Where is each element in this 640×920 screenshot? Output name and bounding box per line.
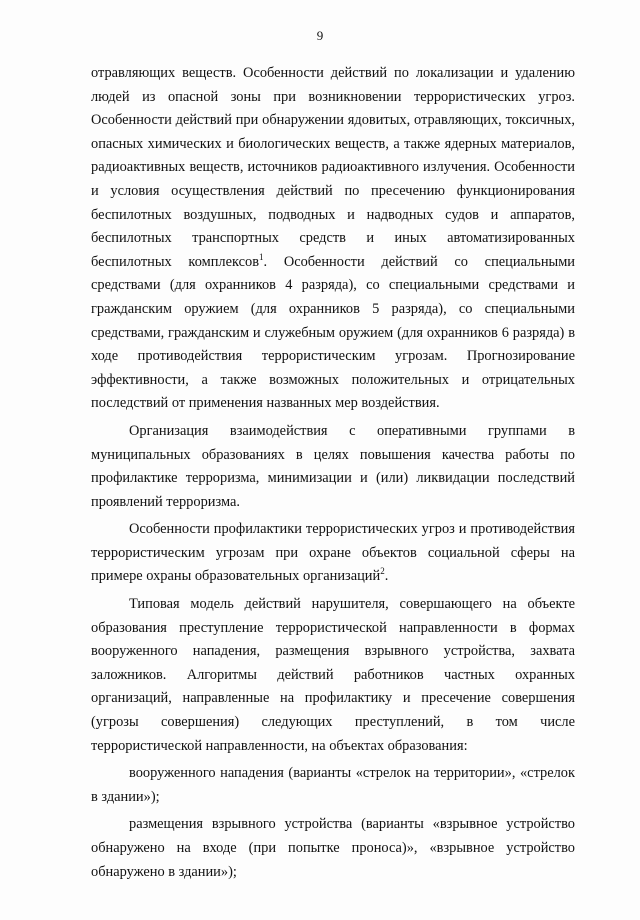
list-item bbox=[91, 762, 575, 809]
paragraph bbox=[91, 420, 575, 514]
list-item-text: вооруженного нападения (варианты «стрелок на территории», «стрелок в здании»); bbox=[91, 765, 575, 805]
page-number: 9 bbox=[316, 28, 324, 43]
paragraph bbox=[91, 62, 575, 416]
paragraph bbox=[91, 593, 575, 758]
paragraph-text: Организация взаимодействия с оперативными группами в муниципальных образованиях в целях повышения качества работы по профилактике терроризма, минимизации и (или) ликвидации последствий проявлений терроризма. bbox=[91, 422, 575, 510]
list-item-text: размещения взрывного устройства (варианты «взрывное устройство обнаружено на входе (при попытке проноса)», «взрывное устройство обнаружено в здании»); bbox=[91, 816, 575, 880]
paragraph-text: отравляющих веществ. Особенности действий по локализации и удалению людей из опасной зоны при возникновении террористических угроз. Особенности действий при обнаружении ядовитых, отравляющих, токсичных, опасных химических и биологических веществ, а также ядерных материалов, радиоактивных веществ, источников радиоактивного излучения. Особенности и условия осуществления действий по пресечению функционирования беспилотных воздушных, подводных и надводных судов и аппаратов, беспилотных транспортных средств и иных автоматизированных беспилотных комплексов bbox=[91, 65, 575, 270]
paragraph bbox=[91, 518, 575, 589]
footnote-marker[interactable]: 1 bbox=[259, 251, 264, 262]
body-text bbox=[91, 62, 575, 884]
paragraph-text: Особенности профилактики террористических угроз и противодействия террористическим угрозам при охране объектов социальной сферы на примере охраны образовательных организаций bbox=[91, 521, 575, 585]
footnote-marker[interactable]: 2 bbox=[380, 566, 385, 577]
paragraph-text-continued: . bbox=[384, 568, 389, 585]
list-item bbox=[91, 813, 575, 884]
paragraph-text-continued: . Особенности действий со специальными средствами (для охранников 4 разряда), со специальными средствами и гражданским оружием (для охранников 5 разряда), со специальными средствами, гражданским и служебным оружием (для охранников 6 разряда) в ходе противодействия террористическим угрозам. Прогнозирование эффективности, а также возможных положительных и отрицательных последствий от применения названных мер воздействия. bbox=[91, 253, 575, 412]
paragraph-text: Типовая модель действий нарушителя, совершающего на объекте образования преступление террористической направленности в формах вооруженного нападения, размещения взрывного устройства, захвата заложников. Алгоритмы действий работников частных охранных организаций, направленные на профилактику и пресечение совершения (угрозы совершения) следующих преступлений, в том числе террористической направленности, на объектах образования: bbox=[91, 596, 575, 754]
